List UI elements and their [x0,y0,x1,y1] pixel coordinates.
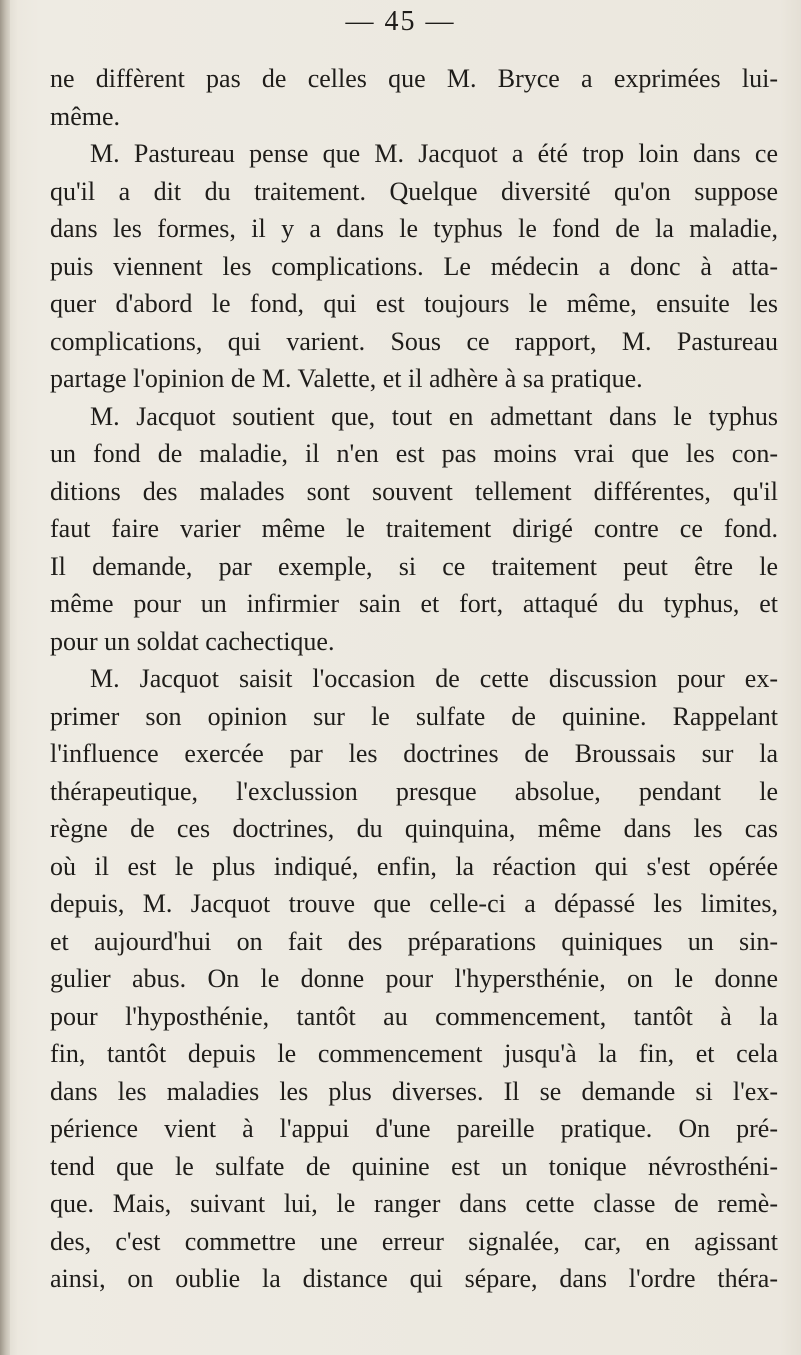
text-line: ainsi, on oublie la distance qui sépare, dans l'ordre théra- [50,1264,778,1293]
text-line: puis viennent les complications. Le médecin a donc à atta- [50,251,778,281]
text-line: où il est le plus indiqué, enfin, la réaction qui s'est opérée [50,851,778,881]
text-line: fin, tantôt depuis le commencement jusqu'à la fin, et cela [50,1039,778,1068]
text-line: gulier abus. On le donne pour l'hypersthénie, on le donne [50,964,778,993]
text-line: même pour un infirmier sain et fort, attaqué du typhus, et [50,589,778,618]
text-line: partage l'opinion de M. Valette, et il adhère à sa pratique. [50,364,643,393]
text-line: que. Mais, suivant lui, le ranger dans cette classe de remè- [50,1189,778,1218]
text-line: primer son opinion sur le sulfate de quinine. Rappelant [50,701,778,731]
text-line: thérapeutique, l'exclussion presque absolue, pendant le [50,776,778,806]
text-line: pour l'hyposthénie, tantôt au commencement, tantôt à la [50,1001,778,1031]
text-line: dans les formes, il y a dans le typhus le fond de la maladie, [50,214,778,243]
text-line: dans les maladies les plus diverses. Il se demande si l'ex- [50,1076,778,1106]
text-line: M. Jacquot soutient que, tout en admettant dans le typhus [90,401,778,431]
text-line: l'influence exercée par les doctrines de Broussais sur la [50,739,778,768]
text-line: qu'il a dit du traitement. Quelque diversité qu'on suppose [50,176,778,206]
text-line: complications, qui varient. Sous ce rapport, M. Pastureau [50,326,778,356]
text-line: un fond de maladie, il n'en est pas moins vrai que les con- [50,439,778,468]
text-line: ditions des malades sont souvent tellement différentes, qu'il [50,476,778,506]
text-line: règne de ces doctrines, du quinquina, même dans les cas [50,814,778,843]
text-line: et aujourd'hui on fait des préparations quiniques un sin- [50,926,778,956]
text-line: quer d'abord le fond, qui est toujours le même, ensuite les [50,289,778,318]
text-line: tend que le sulfate de quinine est un tonique névrosthéni- [50,1151,778,1181]
text-line: M. Jacquot saisit l'occasion de cette discussion pour ex- [90,664,778,693]
text-line: depuis, M. Jacquot trouve que celle-ci a dépassé les limites, [50,889,778,918]
text-line: faut faire varier même le traitement dirigé contre ce fond. [50,514,778,543]
text-line: même. [50,101,121,131]
page-gutter-shadow [0,0,10,1355]
text-line: ne diffèrent pas de celles que M. Bryce a exprimées lui- [50,64,778,93]
page-number: — 45 — [345,6,456,37]
text-line: pour un soldat cachectique. [50,626,335,656]
text-line: périence vient à l'appui d'une pareille pratique. On pré- [50,1114,778,1143]
text-line: M. Pastureau pense que M. Jacquot a été trop loin dans ce [90,139,778,168]
text-line: des, c'est commettre une erreur signalée, car, en agissant [50,1226,778,1256]
text-line: Il demande, par exemple, si ce traitement peut être le [50,551,778,581]
body-text [50,60,778,1298]
